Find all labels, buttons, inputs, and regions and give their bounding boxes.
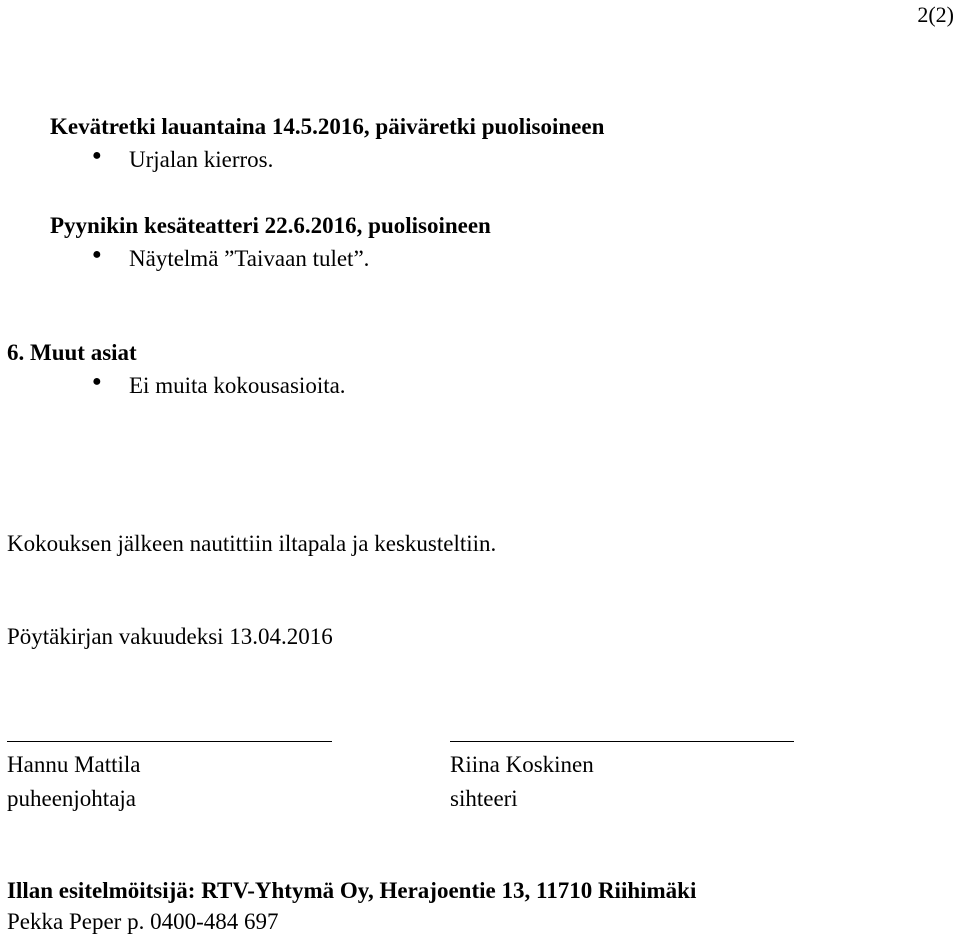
signature-left-name: Hannu Mattila — [7, 752, 141, 777]
bullet-icon: ● — [92, 373, 102, 390]
signature-left-role: puheenjohtaja — [7, 786, 137, 811]
spring-trip-heading: Kevätretki lauantaina 14.5.2016, päiväretki puolisoineen — [50, 114, 605, 139]
summer-theatre-heading: Pyynikin kesäteatteri 22.6.2016, puolisoineen — [50, 213, 491, 238]
contact-line: Pekka Peper p. 0400-484 697 — [7, 909, 279, 934]
other-matters-heading: 6. Muut asiat — [7, 340, 137, 365]
after-meeting-text: Kokouksen jälkeen nautittiin iltapala ja keskusteltiin. — [7, 531, 497, 556]
summer-theatre-bullet-item — [92, 245, 370, 273]
spring-trip-bullet-text: Urjalan kierros. — [129, 147, 274, 172]
signature-line-right — [450, 741, 794, 742]
other-matters-bullet-text: Ei muita kokousasioita. — [129, 373, 346, 398]
presenter-line: Illan esitelmöitsijä: RTV-Yhtymä Oy, Herajoentie 13, 11710 Riihimäki — [7, 878, 697, 903]
bullet-icon: ● — [92, 147, 102, 164]
signature-right-name: Riina Koskinen — [450, 752, 594, 777]
signature-right-role: sihteeri — [450, 786, 518, 811]
page-number: 2(2) — [917, 2, 954, 27]
spring-trip-bullet-item — [92, 146, 274, 174]
bullet-icon: ● — [92, 246, 102, 263]
signature-line-left — [7, 741, 332, 742]
summer-theatre-bullet-text: Näytelmä ”Taivaan tulet”. — [129, 246, 370, 271]
other-matters-bullet-item — [92, 372, 346, 400]
certification-text: Pöytäkirjan vakuudeksi 13.04.2016 — [7, 624, 333, 649]
